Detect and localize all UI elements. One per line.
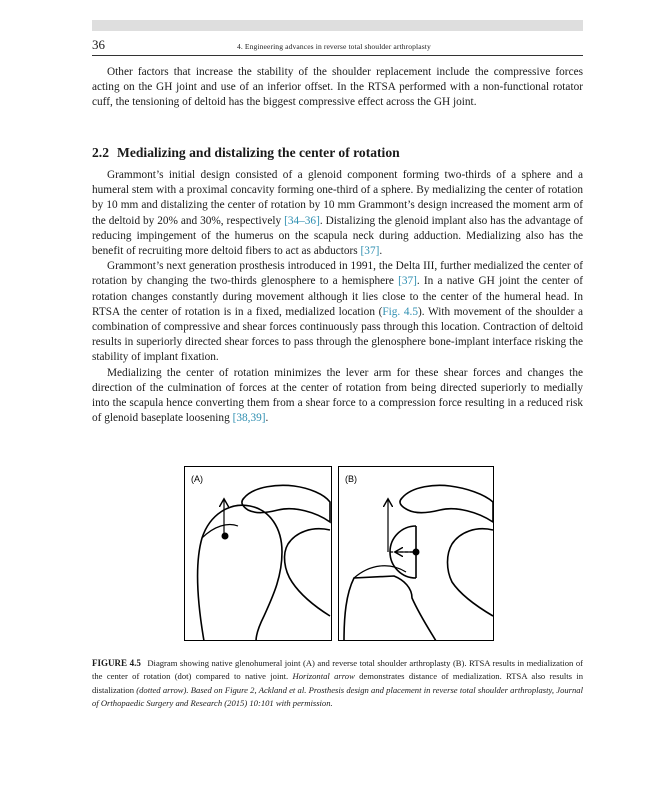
paragraph-1 xyxy=(92,168,583,259)
page-top-bar xyxy=(92,20,583,31)
panel-a-label: (A) xyxy=(191,474,203,484)
figure-caption xyxy=(92,657,583,711)
p1-text-3: . xyxy=(379,245,383,258)
citation-link[interactable]: [38,39] xyxy=(232,412,266,425)
page-header xyxy=(92,37,583,56)
running-head: 4. Engineering advances in reverse total shoulder arthroplasty xyxy=(237,42,431,51)
paragraph-2 xyxy=(92,259,583,365)
section-body xyxy=(92,168,583,426)
citation-link[interactable]: [34–36] xyxy=(284,214,320,227)
section-heading xyxy=(92,145,408,161)
caption-italic-1: Horizontal arrow xyxy=(292,671,355,682)
p3-text-2: . xyxy=(265,412,269,425)
intro-paragraph: Other factors that increase the stability of the shoulder replacement include the compressive forces acting on the GH joint and use of an inferior offset. In the RTSA performed with a non-functional rotator cuff, the tensioning of deltoid has the biggest compressive effect across the GH joint. xyxy=(92,66,583,109)
p2-text-2: . In a native GH joint the center of rotation changes constantly during movement although it lies close to the center of the humeral head. In RTSA the center of rotation is in a fixed, medialized location ( xyxy=(92,275,583,318)
center-of-rotation-dot-a xyxy=(222,533,229,540)
figure-4-5 xyxy=(184,466,494,641)
caption-text-1: Diagram showing native glenohumeral joint (A) and reverse total shoulder arthroplasty (B). RTSA results in medialization of the center of rotation (dot) compared to native joint. xyxy=(92,658,583,682)
panel-a xyxy=(185,467,332,642)
center-of-rotation-dot-b xyxy=(413,549,420,556)
p2-text: Grammont’s next generation prosthesis introduced in 1991, the Delta III, further medialized the center of rotation by changing the two-thirds glenosphere to a hemisphere xyxy=(92,260,583,288)
caption-text-2: demonstrates distance of medialization. RTSA also results in distalization xyxy=(92,671,584,695)
intro-block xyxy=(92,65,583,111)
citation-link[interactable]: [37] xyxy=(360,245,380,258)
citation-link[interactable]: [37] xyxy=(398,275,417,288)
caption-italic-2: (dotted arrow). Based on Figure 2, Ackland et al. Prosthesis design and placement in reverse total shoulder arthroplasty, Journal of Orthopaedic Surgery and Research (2015) 10:101 with permission. xyxy=(92,684,583,709)
section-number: 2.2 xyxy=(92,145,109,160)
page-number: 36 xyxy=(92,37,105,52)
caption-label: FIGURE 4.5 xyxy=(92,658,141,668)
panel-b-label: (B) xyxy=(345,474,357,484)
p2-text-3: ). With movement of the shoulder a combination of compressive and shear forces continuously pass through this location. Contraction of deltoid results in superiorly directed shear forces to pass through the glenosphere bone-implant interface risking the stability of implant fixation. xyxy=(92,305,583,364)
paragraph-3 xyxy=(92,366,583,427)
p3-text: Medializing the center of rotation minimizes the lever arm for these shear forces and changes the direction of the culmination of forces at the center of rotation from being directed superiorly to medially into the scapula hence converting them from a shear force to a compression force resulting in a reduced risk of glenoid baseplate loosening xyxy=(92,366,583,425)
figure-link[interactable]: Fig. 4.5 xyxy=(382,305,418,318)
section-title: Medializing and distalizing the center of rotation xyxy=(117,145,400,160)
p1-text: Grammont’s initial design consisted of a glenoid component forming two-thirds of a sphere and a humeral stem with a proximal concavity forming one-third of a sphere. By medializing the center of rotation by 10 mm and distalizing the center of rotation by 10 mm Grammont’s design increased the moment arm of the deltoid by 20% and 30%, respectively xyxy=(92,169,583,227)
panel-b xyxy=(339,467,494,642)
p1-text-2: . Distalizing the glenoid implant also has the advantage of reducing impingement of the humerus on the scapula neck during adduction. Medializing also has the benefit of recruiting more deltoid fibers to act as abductors xyxy=(92,214,583,258)
